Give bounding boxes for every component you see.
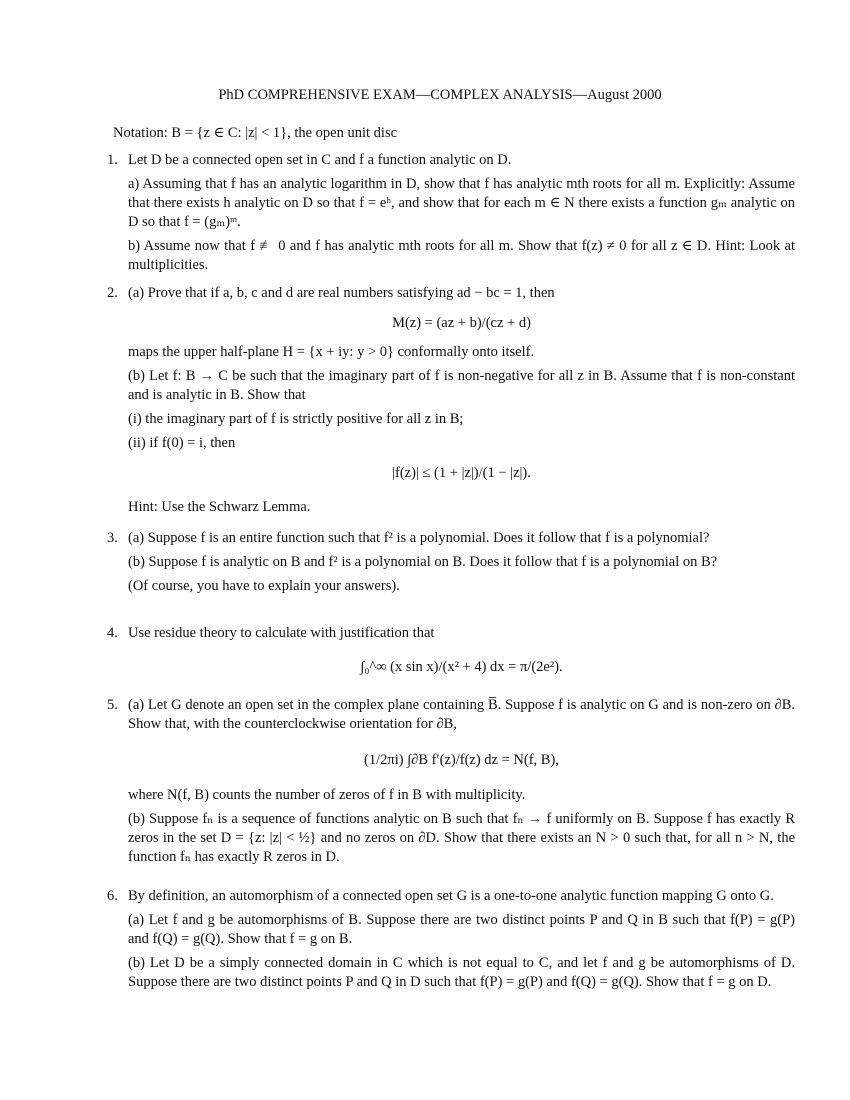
question-text: maps the upper half-plane H = {x + iy: y > 0} conformally onto itself. <box>128 344 535 360</box>
question-5 <box>107 696 795 867</box>
question-part: (b) Suppose f is analytic on B and f² is a polynomial on B. Does it follow that f is a polynomial on B? <box>128 554 718 570</box>
notation-line: Notation: B = {z ∈ C: |z| < 1}, the open unit disc <box>113 125 398 141</box>
question-number: 6. <box>107 888 118 904</box>
equation-argument-principle: (1/2πi) ∫∂B f′(z)/f(z) dz = N(f, B), <box>364 752 559 768</box>
question-text: (a) Prove that if a, b, c and d are real numbers satisfying ad − bc = 1, then <box>128 285 555 301</box>
equation-bound: |f(z)| ≤ (1 + |z|)/(1 − |z|). <box>392 465 531 481</box>
question-text: Let D be a connected open set in C and f a function analytic on D. <box>128 152 512 168</box>
hint-text: Hint: Use the Schwarz Lemma. <box>128 499 311 515</box>
question-3 <box>107 529 795 596</box>
question-part: b) Assume now that f ≢ 0 and f has analytic mth roots for all m. Show that f(z) ≠ 0 for all z ∈ D. Hint: Look at multiplicities. <box>128 238 795 273</box>
question-number: 1. <box>107 152 118 168</box>
question-part: (a) Let f and g be automorphisms of B. Suppose there are two distinct points P and Q in B such that f(P) = g(P) and f(Q) = g(Q). Show that f = g on B. <box>128 912 795 947</box>
question-4 <box>107 624 795 691</box>
question-subpart: (ii) if f(0) = i, then <box>128 435 236 451</box>
question-part: (a) Let G denote an open set in the complex plane containing B̅. Suppose f is analytic on G and is non-zero on ∂B. Show that, with the counterclockwise orientation for ∂B, <box>128 697 795 732</box>
question-number: 2. <box>107 285 118 301</box>
question-part: a) Assuming that f has an analytic logarithm in D, show that f has analytic mth roots for all m. Explicitly: Assume that there exists h analytic on D so that f = eʰ, and show that for each m ∈ N there exists a function gₘ analytic on D so that f = (gₘ)ᵐ. <box>128 176 795 230</box>
question-2 <box>107 284 795 517</box>
question-text: where N(f, B) counts the number of zeros of f in B with multiplicity. <box>128 787 526 803</box>
question-1 <box>107 151 795 275</box>
page-title: PhD COMPREHENSIVE EXAM—COMPLEX ANALYSIS—August 2000 <box>218 87 662 103</box>
equation-mobius: M(z) = (az + b)/(cz + d) <box>392 315 531 331</box>
question-part: (b) Suppose fₙ is a sequence of functions analytic on B such that fₙ → f uniformly on B. Suppose f has exactly R zeros in the set D = {z: |z| < ½} and no zeros on ∂D. Show that there exists an N > 0 such that, for all n > N, the function fₙ has exactly R zeros in D. <box>128 811 795 865</box>
question-number: 3. <box>107 530 118 546</box>
question-text: (Of course, you have to explain your answers). <box>128 578 400 594</box>
question-number: 4. <box>107 625 118 641</box>
question-part: (a) Suppose f is an entire function such that f² is a polynomial. Does it follow that f is a polynomial? <box>128 530 710 546</box>
question-part: (b) Let D be a simply connected domain in C which is not equal to C, and let f and g be automorphisms of D. Suppose there are two distinct points P and Q in D such that f(P) = g(P) and f(Q) = g(Q). Show that f = g on D. <box>128 955 795 990</box>
question-subpart: (i) the imaginary part of f is strictly positive for all z in B; <box>128 411 464 427</box>
question-number: 5. <box>107 697 118 713</box>
question-text: Use residue theory to calculate with justification that <box>128 625 435 641</box>
equation-integral: ∫₀^∞ (x sin x)/(x² + 4) dx = π/(2e²). <box>360 659 563 675</box>
question-6 <box>107 887 795 992</box>
question-part: (b) Let f: B → C be such that the imaginary part of f is non-negative for all z in B. Assume that f is non-constant and is analytic in B. Show that <box>128 368 795 403</box>
question-text: By definition, an automorphism of a connected open set G is a one-to-one analytic function mapping G onto G. <box>128 888 774 904</box>
